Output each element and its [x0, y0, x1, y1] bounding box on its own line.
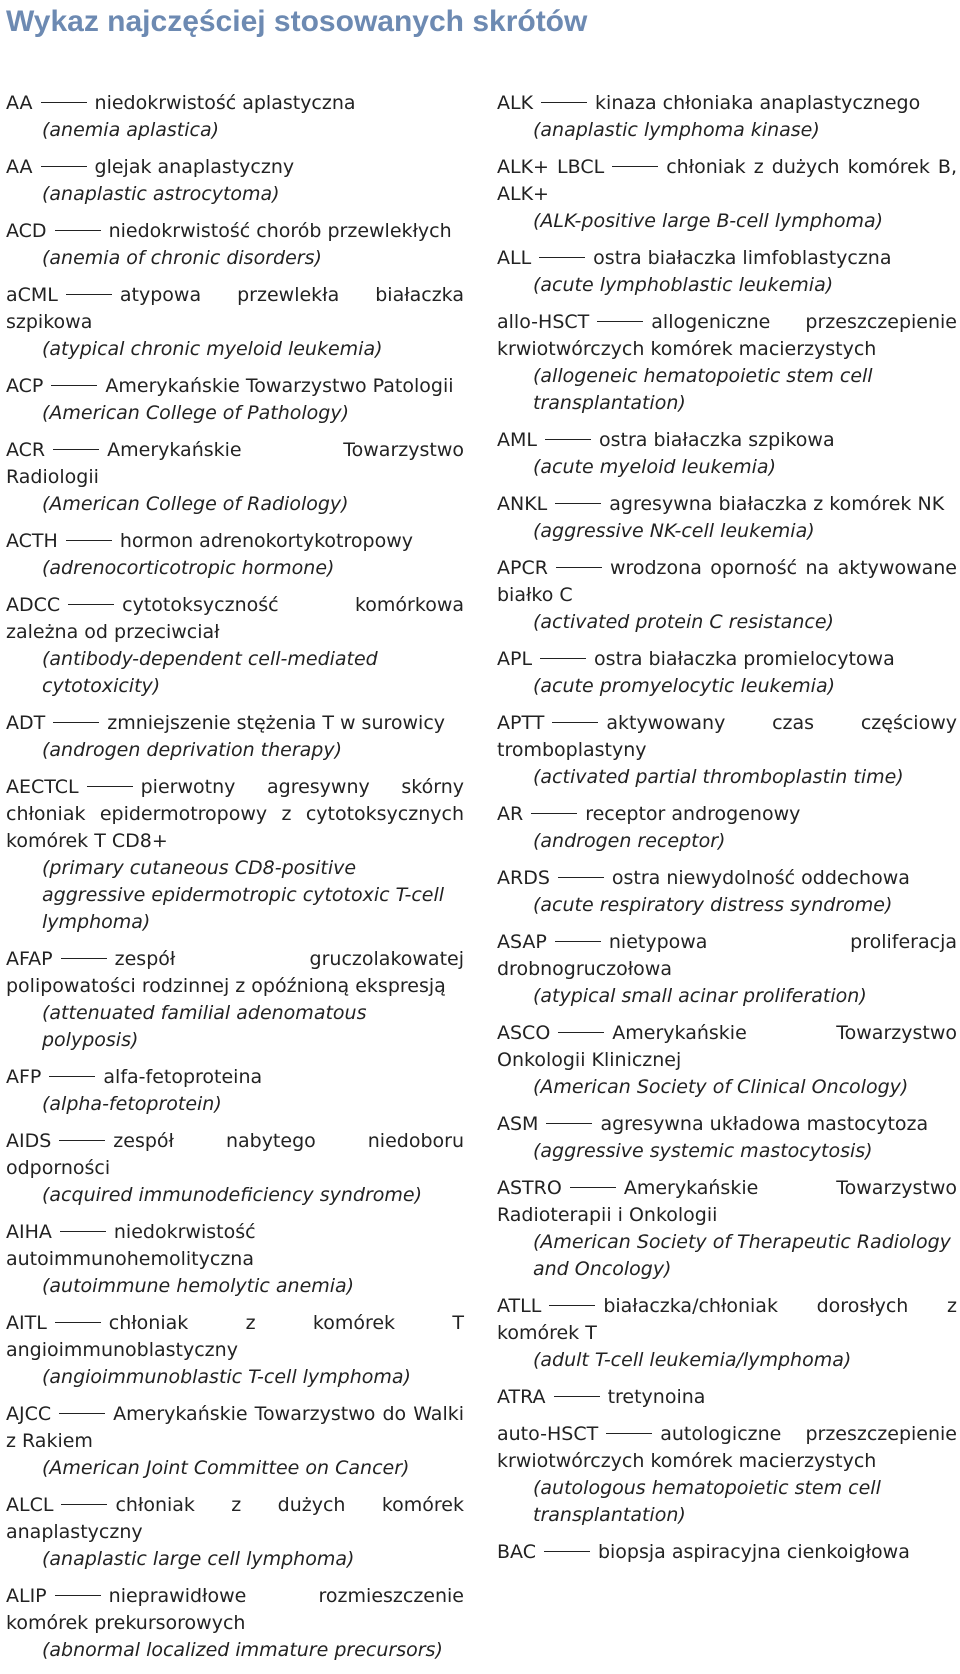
english-expansion: (anaplastic astrocytoma) [42, 183, 280, 205]
abbreviation-entry [6, 710, 464, 764]
abbreviation: AML [497, 429, 537, 451]
polish-expansion: hormon adrenokortykotropowy [119, 530, 413, 552]
page-title: Wykaz najczęściej stosowanych skrótów [6, 5, 588, 38]
em-dash-separator [41, 102, 87, 103]
entry-term-line [497, 427, 957, 454]
abbreviation: ATLL [497, 1295, 542, 1317]
english-expansion: (activated protein C resistance) [533, 611, 834, 633]
abbreviation: allo-HSCT [497, 311, 590, 333]
entry-term-line [6, 282, 464, 336]
abbreviation: ACTH [6, 530, 58, 552]
polish-expansion: agresywna układowa mastocytoza [600, 1113, 929, 1135]
abbreviation-entry [497, 491, 957, 545]
abbreviation-entry [497, 90, 957, 144]
entry-term-line [497, 491, 957, 518]
english-expansion: (American College of Radiology) [42, 493, 349, 515]
em-dash-separator [606, 1433, 652, 1434]
abbreviation: ASCO [497, 1022, 551, 1044]
abbreviation: ALCL [6, 1494, 54, 1516]
abbreviation-entry [497, 245, 957, 299]
abbreviation: ALL [497, 247, 532, 269]
entry-term-line [497, 1111, 957, 1138]
em-dash-separator [66, 540, 112, 541]
entry-term-line [6, 154, 464, 181]
em-dash-separator [558, 1032, 604, 1033]
english-expansion: (American College of Pathology) [42, 402, 349, 424]
english-expansion: (adrenocorticotropic hormone) [42, 557, 335, 579]
abbreviation: ALIP [6, 1585, 47, 1607]
english-expansion: (aggressive systemic mastocytosis) [533, 1140, 873, 1162]
abbreviation: AITL [6, 1312, 47, 1334]
em-dash-separator [541, 102, 587, 103]
abbreviation-entry [497, 1293, 957, 1374]
abbreviation: ACR [6, 439, 46, 461]
english-expansion: (American Joint Committee on Cancer) [42, 1457, 410, 1479]
abbreviation-entry [497, 1020, 957, 1101]
entry-term-line [6, 592, 464, 646]
em-dash-separator [549, 1305, 595, 1306]
polish-expansion: niedokrwistość chorób przewlekłych [108, 220, 452, 242]
abbreviation: ASAP [497, 931, 547, 953]
polish-expansion: wrodzona oporność na aktywowane białko C [497, 557, 957, 606]
english-expansion: (atypical chronic myeloid leukemia) [42, 338, 383, 360]
entry-term-line [497, 1539, 957, 1566]
entry-term-line [497, 1020, 957, 1074]
em-dash-separator [59, 1413, 105, 1414]
em-dash-separator [41, 166, 87, 167]
abbreviation: ACP [6, 375, 44, 397]
em-dash-separator [66, 294, 112, 295]
polish-expansion: biopsja aspiracyjna cienkoigłowa [597, 1541, 910, 1563]
english-expansion: (allogeneic hematopoietic stem cell transplantation) [533, 365, 873, 414]
english-expansion: (autologous hematopoietic stem cell transplantation) [533, 1477, 881, 1526]
entry-term-line [6, 1401, 464, 1455]
english-expansion: (androgen deprivation therapy) [42, 739, 343, 761]
abbreviation: AJCC [6, 1403, 52, 1425]
em-dash-separator [59, 1140, 105, 1141]
abbreviation: ALK [497, 92, 534, 114]
abbreviation-entry [6, 1128, 464, 1209]
abbreviation: ASM [497, 1113, 539, 1135]
abbreviation-entry [497, 1175, 957, 1283]
polish-expansion: nietypowa proliferacja drobnogruczołowa [497, 931, 957, 980]
abbreviation-entry [497, 555, 957, 636]
entry-term-line [497, 929, 957, 983]
english-expansion: (adult T-cell leukemia/lymphoma) [533, 1349, 852, 1371]
abbreviation-entry [497, 1111, 957, 1165]
english-expansion: (acute respiratory distress syndrome) [533, 894, 893, 916]
em-dash-separator [531, 813, 577, 814]
polish-expansion: Amerykańskie Towarzystwo Onkologii Klinicznej [497, 1022, 957, 1071]
em-dash-separator [53, 722, 99, 723]
polish-expansion: atypowa przewlekła białaczka szpikowa [6, 284, 464, 333]
abbreviation-entry [497, 427, 957, 481]
english-expansion: (ALK-positive large B-cell lymphoma) [533, 210, 884, 232]
abbreviation-entry [497, 154, 957, 235]
entry-term-line [497, 710, 957, 764]
abbreviation: ANKL [497, 493, 548, 515]
polish-expansion: allogeniczne przeszczepienie krwiotwórczych komórek macierzystych [497, 311, 957, 360]
polish-expansion: receptor androgenowy [585, 803, 801, 825]
abbreviation-entry [6, 1219, 464, 1300]
english-expansion: (American Society of Therapeutic Radiology and Oncology) [533, 1231, 951, 1280]
english-expansion: (angioimmunoblastic T-cell lymphoma) [42, 1366, 411, 1388]
polish-expansion: chłoniak z dużych komórek B, ALK+ [497, 156, 957, 205]
english-expansion: (antibody-dependent cell-mediated cytotoxicity) [42, 648, 378, 697]
polish-expansion: ostra białaczka szpikowa [598, 429, 835, 451]
entry-term-line [497, 865, 957, 892]
entry-term-line [497, 801, 957, 828]
entry-term-line [6, 437, 464, 491]
english-expansion: (anaplastic large cell lymphoma) [42, 1548, 355, 1570]
em-dash-separator [546, 1123, 592, 1124]
abbreviation-entry [497, 929, 957, 1010]
abbreviation-entry [6, 373, 464, 427]
english-expansion: (autoimmune hemolytic anemia) [42, 1275, 355, 1297]
abbreviation-entry [6, 1492, 464, 1573]
em-dash-separator [68, 604, 114, 605]
polish-expansion: Amerykańskie Towarzystwo Radiologii [6, 439, 464, 488]
entry-term-line [497, 646, 957, 673]
em-dash-separator [570, 1187, 616, 1188]
english-expansion: (acquired immunodeficiency syndrome) [42, 1184, 422, 1206]
english-expansion: (acute promyelocytic leukemia) [533, 675, 836, 697]
abbreviation-entry [6, 154, 464, 208]
entry-term-line [6, 218, 464, 245]
polish-expansion: zespół gruczolakowatej polipowatości rodzinnej z opóźnioną ekspresją [6, 948, 464, 997]
left-column [6, 90, 464, 1674]
polish-expansion: aktywowany czas częściowy tromboplastyny [497, 712, 957, 761]
abbreviation: AECTCL [6, 776, 79, 798]
em-dash-separator [55, 1595, 101, 1596]
em-dash-separator [60, 1231, 106, 1232]
entry-term-line [497, 154, 957, 208]
em-dash-separator [51, 385, 97, 386]
entry-term-line [497, 555, 957, 609]
abbreviation: aCML [6, 284, 58, 306]
abbreviation: AA [6, 156, 33, 178]
polish-expansion: Amerykańskie Towarzystwo Patologii [105, 375, 454, 397]
abbreviation-entry [497, 1384, 957, 1411]
em-dash-separator [55, 1322, 101, 1323]
entry-term-line [6, 373, 464, 400]
em-dash-separator [540, 658, 586, 659]
abbreviation: AFP [6, 1066, 42, 1088]
polish-expansion: ostra białaczka promielocytowa [594, 648, 895, 670]
abbreviation-entry [6, 282, 464, 363]
abbreviation: ATRA [497, 1386, 546, 1408]
em-dash-separator [556, 567, 602, 568]
entry-term-line [497, 90, 957, 117]
entry-term-line [6, 1064, 464, 1091]
abbreviation-entry [6, 90, 464, 144]
english-expansion: (alpha-fetoprotein) [42, 1093, 222, 1115]
entry-term-line [6, 528, 464, 555]
english-expansion: (anemia of chronic disorders) [42, 247, 322, 269]
abbreviation-entry [497, 646, 957, 700]
abbreviation-entry [497, 801, 957, 855]
em-dash-separator [49, 1076, 95, 1077]
entry-term-line [497, 245, 957, 272]
english-expansion: (anemia aplastica) [42, 119, 220, 141]
english-expansion: (acute myeloid leukemia) [533, 456, 776, 478]
entry-term-line [6, 946, 464, 1000]
em-dash-separator [558, 877, 604, 878]
abbreviation: APTT [497, 712, 545, 734]
em-dash-separator [552, 722, 598, 723]
abbreviation: APL [497, 648, 533, 670]
polish-expansion: chłoniak z komórek T angioimmunoblastyczny [6, 1312, 464, 1361]
abbreviation-entry [497, 309, 957, 417]
entry-term-line [6, 774, 464, 855]
abbreviation-entry [497, 710, 957, 791]
polish-expansion: tretynoina [607, 1386, 706, 1408]
entry-term-line [6, 1492, 464, 1546]
entry-term-line [497, 1421, 957, 1475]
polish-expansion: chłoniak z dużych komórek anaplastyczny [6, 1494, 464, 1543]
english-expansion: (acute lymphoblastic leukemia) [533, 274, 834, 296]
english-expansion: (aggressive NK-cell leukemia) [533, 520, 815, 542]
entry-term-line [497, 309, 957, 363]
english-expansion: (atypical small acinar proliferation) [533, 985, 867, 1007]
polish-expansion: agresywna białaczka z komórek NK [609, 493, 945, 515]
entry-term-line [6, 1219, 464, 1273]
polish-expansion: białaczka/chłoniak dorosłych z komórek T [497, 1295, 957, 1344]
polish-expansion: glejak anaplastyczny [94, 156, 295, 178]
em-dash-separator [544, 1551, 590, 1552]
em-dash-separator [612, 166, 658, 167]
english-expansion: (anaplastic lymphoma kinase) [533, 119, 820, 141]
em-dash-separator [53, 449, 99, 450]
english-expansion: (American Society of Clinical Oncology) [533, 1076, 909, 1098]
abbreviation-entry [6, 1583, 464, 1664]
em-dash-separator [539, 257, 585, 258]
abbreviation: AIHA [6, 1221, 52, 1243]
polish-expansion: Amerykańskie Towarzystwo do Walki z Rakiem [6, 1403, 464, 1452]
abbreviation-entry [6, 528, 464, 582]
abbreviation-entry [497, 1421, 957, 1529]
right-column [497, 90, 957, 1576]
polish-expansion: Amerykańskie Towarzystwo Radioterapii i Onkologii [497, 1177, 957, 1226]
entry-term-line [6, 1310, 464, 1364]
polish-expansion: alfa-fetoproteina [103, 1066, 263, 1088]
em-dash-separator [555, 503, 601, 504]
em-dash-separator [61, 958, 107, 959]
polish-expansion: niedokrwistość aplastyczna [94, 92, 356, 114]
abbreviation-entry [497, 865, 957, 919]
em-dash-separator [61, 1504, 107, 1505]
polish-expansion: ostra niewydolność oddechowa [611, 867, 910, 889]
english-expansion: (androgen receptor) [533, 830, 726, 852]
polish-expansion: zespół nabytego niedoboru odporności [6, 1130, 464, 1179]
abbreviation-entry [6, 1310, 464, 1391]
entry-term-line [6, 90, 464, 117]
polish-expansion: kinaza chłoniaka anaplastycznego [595, 92, 921, 114]
em-dash-separator [555, 941, 601, 942]
em-dash-separator [554, 1396, 600, 1397]
abbreviation-entry [6, 592, 464, 700]
em-dash-separator [55, 230, 101, 231]
polish-expansion: pierwotny agresywny skórny chłoniak epidermotropowy z cytotoksycznych komórek T CD8+ [6, 776, 464, 852]
em-dash-separator [545, 439, 591, 440]
abbreviation: ARDS [497, 867, 550, 889]
abbreviation: AR [497, 803, 524, 825]
abbreviation-entry [497, 1539, 957, 1566]
polish-expansion: ostra białaczka limfoblastyczna [593, 247, 892, 269]
polish-expansion: zmniejszenie stężenia T w surowicy [107, 712, 446, 734]
polish-expansion: cytotoksyczność komórkowa zależna od przeciwciał [6, 594, 464, 643]
abbreviation: AA [6, 92, 33, 114]
abbreviation: AFAP [6, 948, 53, 970]
em-dash-separator [87, 786, 133, 787]
polish-expansion: nieprawidłowe rozmieszczenie komórek prekursorowych [6, 1585, 464, 1634]
english-expansion: (primary cutaneous CD8-positive aggressive epidermotropic cytotoxic T-cell lymphoma) [42, 857, 445, 933]
entry-term-line [6, 1583, 464, 1637]
abbreviation: APCR [497, 557, 548, 579]
em-dash-separator [597, 321, 643, 322]
entry-term-line [6, 1128, 464, 1182]
polish-expansion: autologiczne przeszczepienie krwiotwórczych komórek macierzystych [497, 1423, 957, 1472]
abbreviation-entry [6, 1401, 464, 1482]
entry-term-line [497, 1293, 957, 1347]
english-expansion: (abnormal localized immature precursors) [42, 1639, 443, 1661]
abbreviation-entry [6, 774, 464, 936]
abbreviation: AIDS [6, 1130, 52, 1152]
entry-term-line [497, 1175, 957, 1229]
entry-term-line [6, 710, 464, 737]
english-expansion: (attenuated familial adenomatous polyposis) [42, 1002, 367, 1051]
abbreviation-entry [6, 437, 464, 518]
abbreviation: ADCC [6, 594, 61, 616]
abbreviation: ASTRO [497, 1177, 562, 1199]
abbreviation: ALK+ LBCL [497, 156, 605, 178]
entry-term-line [497, 1384, 957, 1411]
abbreviation: BAC [497, 1541, 536, 1563]
abbreviation: ACD [6, 220, 47, 242]
abbreviation-entry [6, 218, 464, 272]
abbreviation-entry [6, 946, 464, 1054]
english-expansion: (activated partial thromboplastin time) [533, 766, 904, 788]
polish-expansion: niedokrwistość autoimmunohemolityczna [6, 1221, 256, 1270]
abbreviation: ADT [6, 712, 46, 734]
abbreviation: auto-HSCT [497, 1423, 599, 1445]
abbreviation-entry [6, 1064, 464, 1118]
